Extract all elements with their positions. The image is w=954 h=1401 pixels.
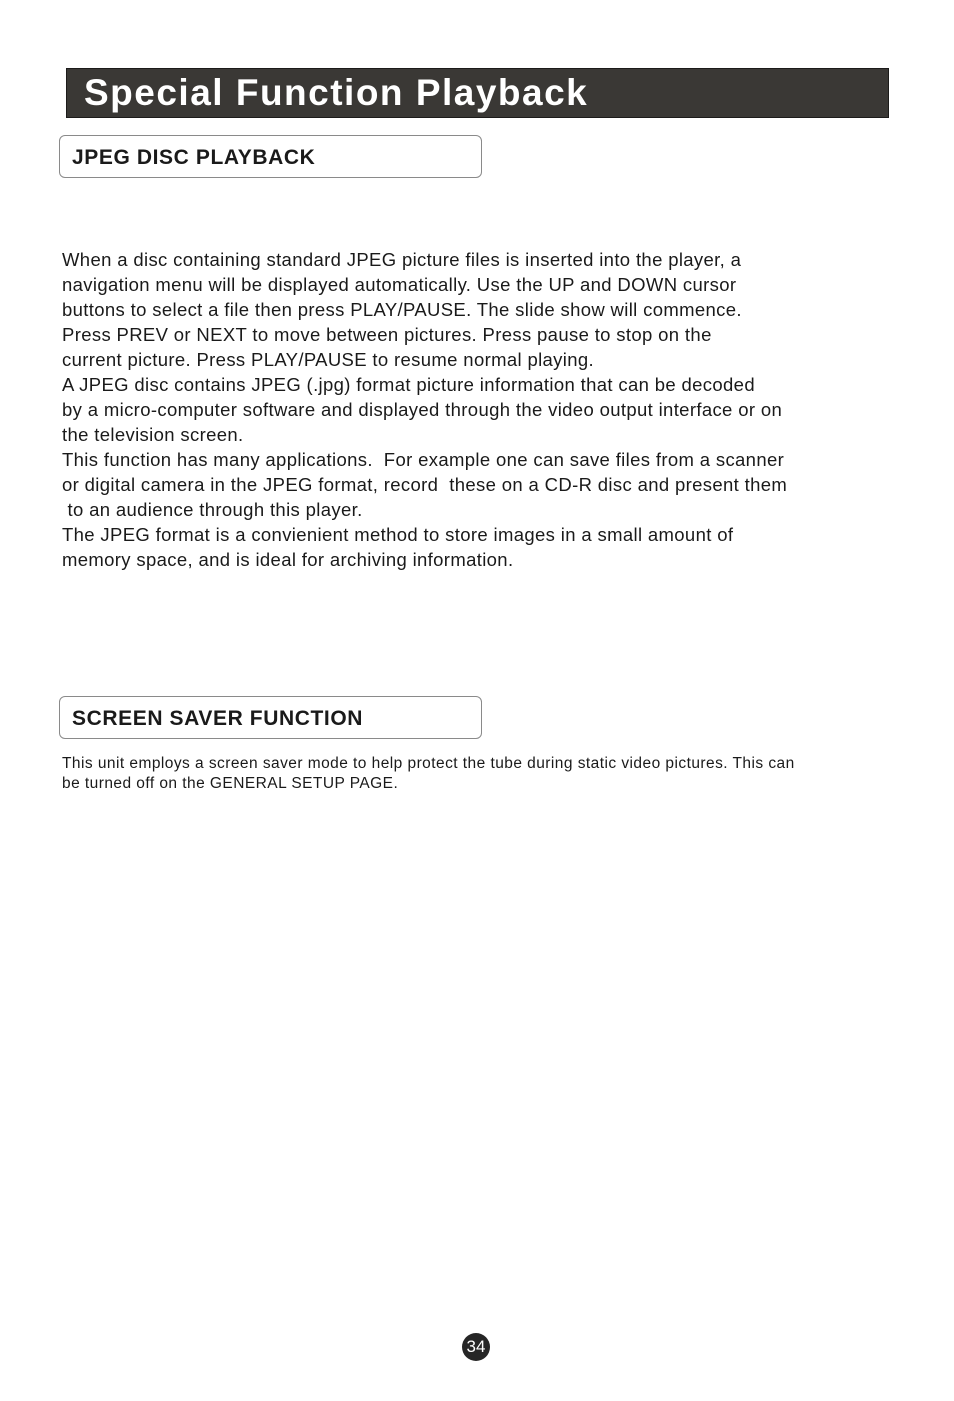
jpeg-section-heading-box bbox=[59, 135, 482, 178]
body-line: This function has many applications. For example one can save files from a scanner bbox=[62, 449, 785, 470]
body-line: buttons to select a file then press PLAY/PAUSE. The slide show will commence. bbox=[62, 299, 742, 320]
body-line: This unit employs a screen saver mode to help protect the tube during static video pictures. This can bbox=[62, 755, 795, 772]
body-line: be turned off on the GENERAL SETUP PAGE. bbox=[62, 775, 399, 792]
page-number-badge: 34 bbox=[462, 1333, 490, 1361]
page-title: Special Function Playback bbox=[84, 72, 589, 113]
screensaver-section-heading-box bbox=[59, 696, 482, 739]
jpeg-section-body bbox=[62, 247, 912, 572]
screensaver-section-body bbox=[62, 754, 912, 794]
page-title-bar bbox=[66, 68, 889, 118]
jpeg-section-heading: JPEG DISC PLAYBACK bbox=[72, 146, 316, 169]
body-line: the television screen. bbox=[62, 424, 244, 445]
screensaver-section-heading: SCREEN SAVER FUNCTION bbox=[72, 707, 364, 730]
body-line: Press PREV or NEXT to move between pictures. Press pause to stop on the bbox=[62, 324, 712, 345]
body-line: The JPEG format is a convienient method to store images in a small amount of bbox=[62, 524, 734, 545]
body-line: current picture. Press PLAY/PAUSE to resume normal playing. bbox=[62, 349, 595, 370]
body-line: navigation menu will be displayed automatically. Use the UP and DOWN cursor bbox=[62, 274, 737, 295]
body-line: by a micro-computer software and displayed through the video output interface or on bbox=[62, 399, 783, 420]
body-line: or digital camera in the JPEG format, record these on a CD-R disc and present them bbox=[62, 474, 788, 495]
body-line: memory space, and is ideal for archiving information. bbox=[62, 549, 514, 570]
body-line: A JPEG disc contains JPEG (.jpg) format picture information that can be decoded bbox=[62, 374, 755, 395]
body-line: to an audience through this player. bbox=[62, 499, 363, 520]
body-line: When a disc containing standard JPEG picture files is inserted into the player, a bbox=[62, 249, 742, 270]
